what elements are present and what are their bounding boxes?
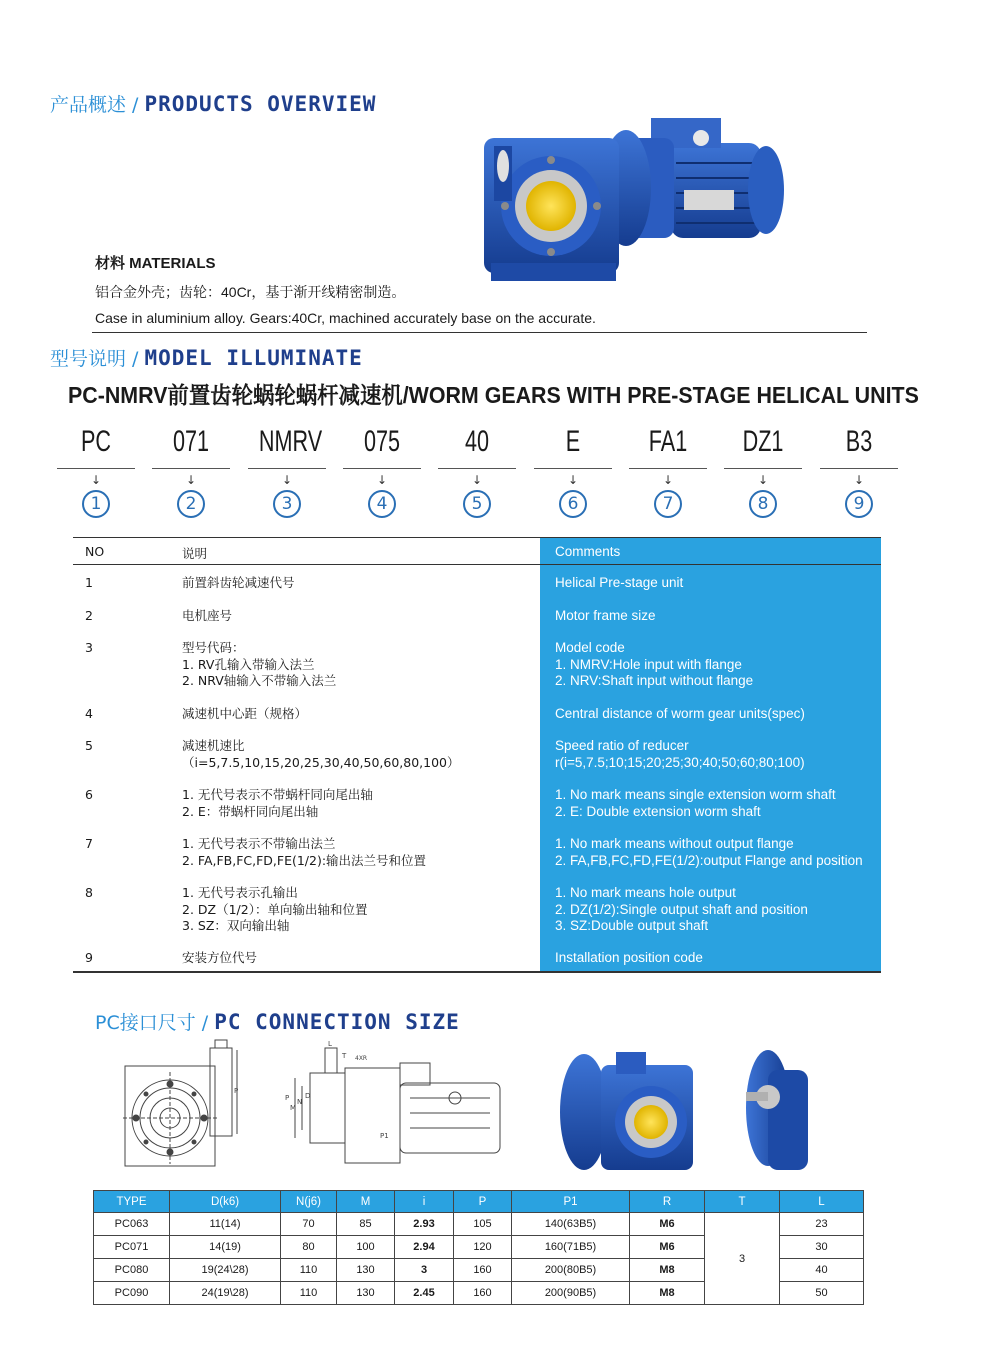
code-underline [248,468,326,469]
header-comments: Comments [555,544,621,559]
cell-p: 160 [454,1282,512,1305]
code-underline [57,468,135,469]
row-desc: 型号代码： 1. RV孔输入带输入法兰 2. NRV轴输入不带输入法兰 [182,640,337,688]
cell-i: 2.94 [395,1236,454,1259]
row-desc: 1. 无代号表示不带蜗杆同向尾出轴 2. E：带蜗杆同向尾出轴 [182,787,373,819]
code-cell [152,420,230,518]
cell-i: 3 [395,1259,454,1282]
code-underline [820,468,898,469]
connection-table [93,1190,864,1305]
overview-title-en: PRODUCTS OVERVIEW [144,92,377,116]
row-comments: Helical Pre-stage unit [555,575,684,590]
code-text: 075 [363,425,401,458]
cell-d: 11(14) [170,1213,281,1236]
row-desc: 安装方位代号 [182,950,258,965]
code-cell [343,420,421,518]
cell-l: 50 [780,1282,864,1305]
svg-text:M: M [290,1104,297,1112]
worm-gearbox-image [556,1040,701,1175]
code-cell [248,420,326,518]
cell-n: 110 [281,1259,337,1282]
materials-heading: 材料 MATERIALS [95,255,216,272]
code-cell [534,420,612,518]
row-no: 9 [85,950,93,965]
cell-n: 80 [281,1236,337,1259]
cell-m: 100 [337,1236,395,1259]
model-code-row [57,420,902,525]
cell-type: PC063 [94,1213,170,1236]
row-desc: 1. 无代号表示孔输出 2. DZ（1/2）：单向输出轴和位置 3. SZ：双向输出轴 [182,885,368,933]
cell-n: 70 [281,1213,337,1236]
table-bottom-rule [73,971,881,973]
header-cell: T [705,1191,780,1213]
code-underline [724,468,802,469]
cell-r: M8 [630,1259,705,1282]
row-no: 1 [85,575,93,590]
code-cell [629,420,707,518]
code-text: PC [80,425,112,458]
header-cell: L [780,1191,864,1213]
header-cell: i [395,1191,454,1213]
code-number: 9 [845,490,873,518]
row-comments: Installation position code [555,950,703,965]
connection-title-cn: PC接口尺寸 / [95,1012,215,1034]
divider [92,332,867,333]
code-number: 4 [368,490,396,518]
overview-title [50,90,376,117]
header-cell: P [454,1191,512,1213]
svg-text:P: P [234,1087,239,1095]
arrow-down-icon: ↓ [662,473,674,487]
cell-p1: 160(71B5) [512,1236,630,1259]
header-cell: D(k6) [170,1191,281,1213]
materials-line-cn: 铝合金外壳；齿轮：40Cr，基于渐开线精密制造。 [95,284,406,300]
code-text: FA1 [648,425,688,458]
cell-type: PC071 [94,1236,170,1259]
side-view-drawing [280,1038,510,1173]
code-number: 5 [463,490,491,518]
table-row [94,1213,864,1236]
cell-l: 30 [780,1236,864,1259]
cell-m: 130 [337,1259,395,1282]
cell-p1: 200(80B5) [512,1259,630,1282]
code-text: DZ1 [742,425,784,458]
arrow-down-icon: ↓ [90,473,102,487]
connection-title [95,1008,460,1035]
arrow-down-icon: ↓ [281,473,293,487]
model-table [73,537,881,965]
code-cell [724,420,802,518]
row-desc: 电机座号 [182,608,233,623]
model-subtitle: PC-NMRV前置齿轮蜗轮蜗杆减速机/WORM GEARS WITH PRE-STAGE HELICAL UNITS [68,382,919,408]
header-desc: 说明 [182,546,208,561]
code-cell [57,420,135,518]
row-comments: Speed ratio of reducer r(i=5,7.5;10;15;20;25;30;40;50;60;80;100) [555,738,805,770]
header-cell: N(j6) [281,1191,337,1213]
row-comments: 1. No mark means hole output 2. DZ(1/2):Single output shaft and position 3. SZ:Double output shaft [555,885,808,933]
header-cell: R [630,1191,705,1213]
svg-text:D: D [305,1092,311,1100]
code-text: B3 [845,425,873,458]
svg-text:L: L [328,1040,332,1048]
code-text: 40 [464,425,490,458]
cell-l: 40 [780,1259,864,1282]
code-number: 6 [559,490,587,518]
cell-d: 24(19\28) [170,1282,281,1305]
svg-text:4XR: 4XR [355,1055,368,1062]
svg-text:P1: P1 [380,1132,389,1140]
arrow-down-icon: ↓ [853,473,865,487]
cell-r: M8 [630,1282,705,1305]
row-comments: 1. No mark means single extension worm shaft 2. E: Double extension worm shaft [555,787,836,819]
row-no: 2 [85,608,93,623]
svg-text:T: T [342,1052,347,1060]
cell-m: 130 [337,1282,395,1305]
cell-i: 2.93 [395,1213,454,1236]
front-view-drawing [115,1038,245,1173]
header-cell: M [337,1191,395,1213]
code-underline [343,468,421,469]
code-underline [152,468,230,469]
arrow-down-icon: ↓ [757,473,769,487]
cell-d: 14(19) [170,1236,281,1259]
arrow-down-icon: ↓ [376,473,388,487]
cell-p: 160 [454,1259,512,1282]
cell-p1: 140(63B5) [512,1213,630,1236]
row-no: 3 [85,640,93,655]
code-cell [820,420,898,518]
cell-p1: 200(90B5) [512,1282,630,1305]
row-comments: Central distance of worm gear units(spec) [555,706,805,721]
cell-t: 3 [705,1213,780,1305]
header-no: NO [85,544,105,559]
cell-n: 110 [281,1282,337,1305]
row-no: 4 [85,706,93,721]
model-table-header [73,537,881,565]
arrow-down-icon: ↓ [471,473,483,487]
model-title [50,344,363,371]
row-no: 5 [85,738,93,753]
code-number: 3 [273,490,301,518]
model-title-en: MODEL ILLUMINATE [144,346,363,370]
cell-m: 85 [337,1213,395,1236]
code-text: 071 [172,425,210,458]
cell-type: PC080 [94,1259,170,1282]
code-underline [438,468,516,469]
code-text: NMRV [258,425,323,458]
row-comments: 1. No mark means without output flange 2. FA,FB,FC,FD,FE(1/2):output Flange and position [555,836,863,868]
row-no: 8 [85,885,93,900]
table-header-row [94,1191,864,1213]
code-cell [438,420,516,518]
row-desc: 前置斜齿轮减速代号 [182,575,295,590]
flange-unit-image [738,1042,818,1177]
code-number: 1 [82,490,110,518]
row-comments: Motor frame size [555,608,656,623]
row-desc: 减速机中心距（规格） [182,706,308,721]
svg-text:N: N [297,1098,303,1106]
cell-d: 19(24\28) [170,1259,281,1282]
code-number: 7 [654,490,682,518]
cell-r: M6 [630,1213,705,1236]
row-comments: Model code 1. NMRV:Hole input with flange 2. NRV:Shaft input without flange [555,640,754,688]
cell-p: 120 [454,1236,512,1259]
code-text: E [565,425,581,458]
cell-i: 2.45 [395,1282,454,1305]
row-no: 6 [85,787,93,802]
code-number: 2 [177,490,205,518]
header-cell: P1 [512,1191,630,1213]
connection-title-en: PC CONNECTION SIZE [214,1010,460,1034]
cell-r: M6 [630,1236,705,1259]
overview-title-cn: 产品概述 / [50,94,145,116]
arrow-down-icon: ↓ [185,473,197,487]
code-underline [629,468,707,469]
arrow-down-icon: ↓ [567,473,579,487]
row-no: 7 [85,836,93,851]
header-cell: TYPE [94,1191,170,1213]
svg-text:P: P [285,1094,290,1102]
model-title-cn: 型号说明 / [50,348,145,370]
materials-line-en: Case in aluminium alloy. Gears:40Cr, machined accurately base on the accurate. [95,310,596,326]
cell-type: PC090 [94,1282,170,1305]
code-number: 8 [749,490,777,518]
code-underline [534,468,612,469]
row-desc: 1. 无代号表示不带输出法兰 2. FA,FB,FC,FD,FE(1/2):输出法兰号和位置 [182,836,427,868]
materials-block [95,252,596,331]
row-desc: 减速机速比 （i=5,7.5,10,15,20,25,30,40,50,60,80,100） [182,738,460,770]
cell-p: 105 [454,1213,512,1236]
cell-l: 23 [780,1213,864,1236]
